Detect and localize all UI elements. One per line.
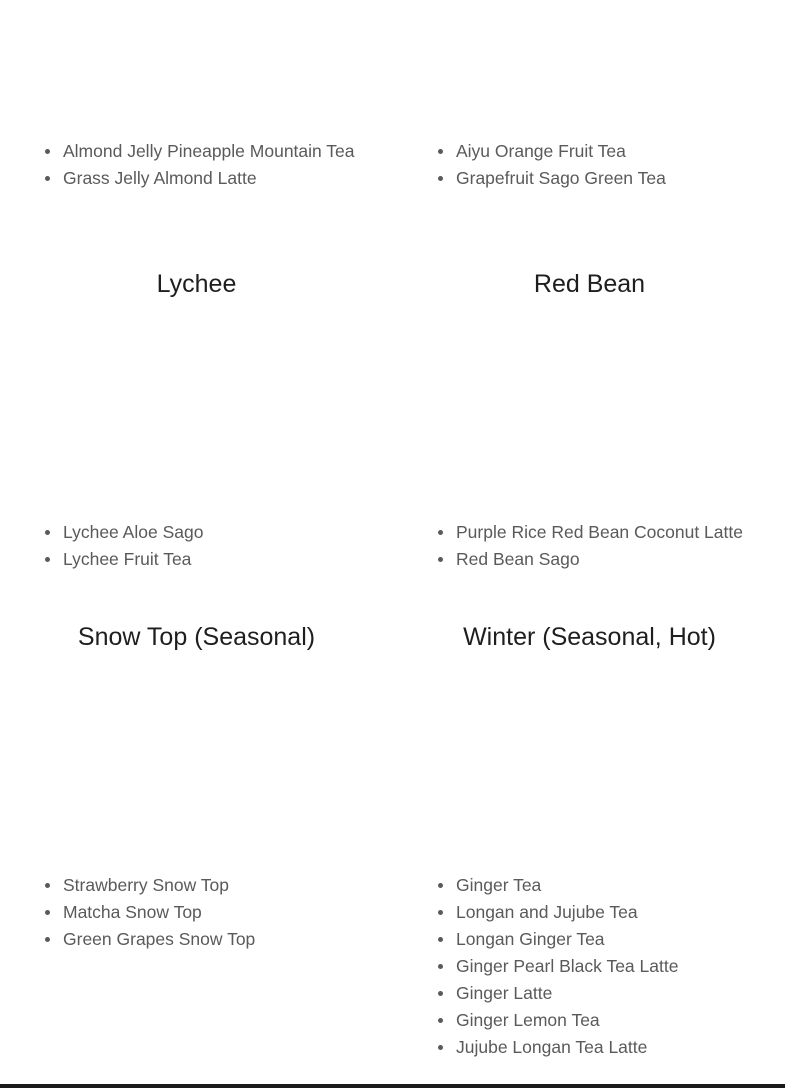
menu-item: Purple Rice Red Bean Coconut Latte xyxy=(456,519,743,546)
menu-item: Red Bean Sago xyxy=(456,546,743,573)
menu-item-list xyxy=(393,519,743,573)
menu-item: Grapefruit Sago Green Tea xyxy=(456,165,666,192)
menu-item: Ginger Tea xyxy=(456,872,678,899)
menu-item: Aiyu Orange Fruit Tea xyxy=(456,138,666,165)
menu-item: Lychee Fruit Tea xyxy=(63,546,203,573)
section-heading-lychee: Lychee xyxy=(156,270,237,298)
menu-item: Longan and Jujube Tea xyxy=(456,899,678,926)
menu-item: Strawberry Snow Top xyxy=(63,872,255,899)
menu-section-lychee xyxy=(0,266,393,586)
page-divider xyxy=(0,1084,785,1088)
menu-item: Ginger Pearl Black Tea Latte xyxy=(456,953,678,980)
menu-section-snow-top xyxy=(0,620,393,1080)
menu-item: Ginger Latte xyxy=(456,980,678,1007)
menu-item-list xyxy=(0,519,203,573)
menu-item-list xyxy=(0,872,255,953)
section-heading-red-bean: Red Bean xyxy=(533,270,646,298)
menu-item: Lychee Aloe Sago xyxy=(63,519,203,546)
menu-section-red-bean xyxy=(393,266,785,586)
menu-section-winter xyxy=(393,620,785,1080)
menu-section-almond-jelly xyxy=(0,0,393,200)
menu-item-list xyxy=(0,138,355,192)
menu-item: Jujube Longan Tea Latte xyxy=(456,1034,678,1061)
menu-item: Grass Jelly Almond Latte xyxy=(63,165,355,192)
menu-item: Matcha Snow Top xyxy=(63,899,255,926)
menu-section-aiyu-grapefruit xyxy=(393,0,785,200)
menu-item-list xyxy=(393,872,678,1061)
menu-item: Almond Jelly Pineapple Mountain Tea xyxy=(63,138,355,165)
menu-item-list xyxy=(393,138,666,192)
menu-item: Ginger Lemon Tea xyxy=(456,1007,678,1034)
menu-item: Green Grapes Snow Top xyxy=(63,926,255,953)
section-heading-snow-top: Snow Top (Seasonal) xyxy=(77,623,316,651)
section-heading-winter: Winter (Seasonal, Hot) xyxy=(463,623,716,651)
menu-item: Longan Ginger Tea xyxy=(456,926,678,953)
